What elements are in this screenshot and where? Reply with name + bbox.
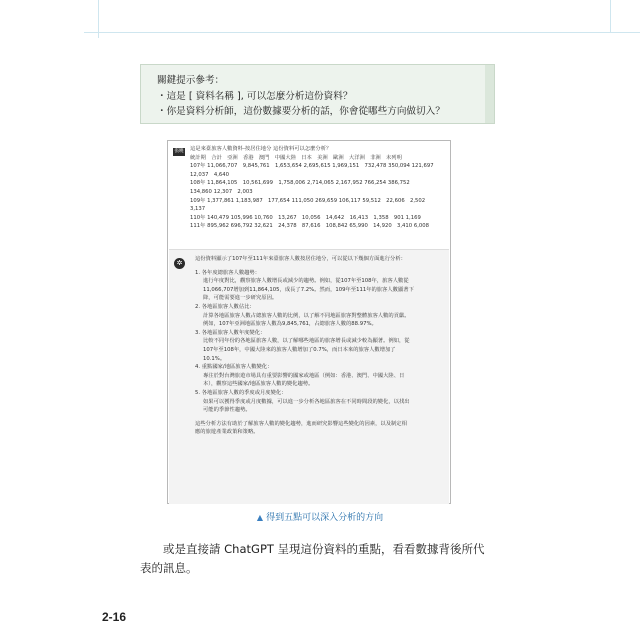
assistant-message-text (195, 255, 445, 437)
user-line: 111年 895,962 696,792 32,621 24,378 87,616 108,842 65,990 14,920 3,410 6,008 (190, 223, 430, 230)
assistant-outro-line: 應的旅遊產業政策和策略。 (195, 429, 259, 436)
assistant-message (169, 249, 449, 504)
user-line: 110年 140,479 105,996 10,760 13,267 10,056 14,642 16,413 1,358 901 1,169 (190, 214, 421, 221)
user-avatar: 張曉 (174, 149, 184, 154)
hint-item: ・你是資料分析師，這份數據要分析的話，你會從哪些方向做切入？ (157, 106, 445, 117)
analysis-point-line: 107年至108年，中國大陸來的旅客人數增加了0.7%，而日本來的旅客人數增加了 (203, 346, 396, 353)
analysis-point-line: 10.1%。 (203, 355, 226, 362)
figure-caption (0, 510, 640, 523)
assistant-intro: 這份資料顯示了107年至111年來臺旅客人數按居住地分，可以從以下幾個方面進行分析： (195, 256, 406, 262)
decorative-left-rule (98, 0, 99, 38)
analysis-point-line: 進行年度對比，觀察旅客人數增長或減少的趨勢。例如，從107年至108年，旅客人數從 (203, 278, 409, 285)
hint-title: 關鍵提示參考： (157, 75, 225, 86)
body-paragraph-text: 或是直接請 ChatGPT 呈現這份資料的重點，看看數據背後所代表的訊息。 (140, 542, 485, 575)
analysis-point-line: 11,066,707增加到11,864,105，成長了7.2%。然而，109年至111年的旅客人數顯著下 (203, 286, 414, 293)
analysis-point-title: 1. 各年度總旅客人數趨勢： (195, 269, 261, 276)
user-line: 134,860 12,307 2,003 (190, 188, 253, 195)
analysis-point-title: 4. 重點國家/地區旅客人數變化： (195, 364, 273, 371)
body-paragraph (140, 540, 490, 578)
analysis-point-title: 3. 各地區旅客人數年度變化： (195, 329, 266, 336)
analysis-point-title: 2. 各地區旅客人數佔比： (195, 303, 255, 310)
analysis-point (195, 363, 445, 389)
hint-box (140, 64, 486, 124)
user-message-text (190, 145, 434, 231)
analysis-point-line: 計算各地區旅客人數占總旅客人數的比例，以了解不同地區旅客對整體旅客人數的貢獻。 (203, 312, 410, 319)
analysis-point-title: 5. 各地區旅客人數的季度或月度變化： (195, 389, 287, 396)
user-line: 統計期 合計 亞洲 香港 澳門 中國大陸 日本 美洲 歐洲 大洋洲 非洲 未列明 (190, 154, 402, 161)
user-line: 107年 11,066,707 9,845,761 1,653,654 2,695,615 1,969,151 732,478 350,094 121,697 (190, 163, 434, 170)
user-line: 109年 1,377,861 1,183,987 177,654 111,050 269,659 106,117 59,512 22,606 2,502 (190, 197, 426, 204)
user-line: 3,137 (190, 206, 206, 213)
analysis-point (195, 269, 445, 303)
user-message (168, 141, 450, 249)
analysis-point-line: 比較不同年份的各地區旅客人數，以了解哪些地區的旅客增長或減少較為顯著。例如，從 (203, 338, 410, 345)
analysis-point (195, 329, 445, 363)
assistant-outro-line: 這些分析方法有助於了解旅客人數的變化趨勢，進而研究影響這些變化的因素，以及制定相 (195, 420, 407, 427)
analysis-point-line: 如果可以獲得季度或月度數據，可以進一步分析各地區旅客在不同時間段的變化，以找出 (203, 398, 410, 405)
chat-screenshot (167, 140, 451, 504)
hint-item: ・這是 [ 資料名稱 ], 可以怎麼分析這份資料？ (157, 90, 353, 102)
decorative-top-rule (84, 32, 640, 33)
analysis-point-line: 可能的季節性趨勢。 (203, 407, 251, 414)
analysis-point-line: 例如，107年亞洲地區旅客人數為9,845,761，占總旅客人數的88.97%。 (203, 321, 377, 328)
user-line: 這是來臺旅客人數資料-按居住地分 這份資料可以怎麼分析？ (190, 146, 332, 152)
decorative-right-rule (610, 0, 611, 33)
triangle-up-icon: ▲ (256, 513, 264, 522)
analysis-point (195, 389, 445, 415)
analysis-point-line: 專注於對台灣旅遊市場具有重要影響的國家或地區（例如：香港、澳門、中國大陸、日 (203, 372, 405, 379)
analysis-point (195, 303, 445, 329)
analysis-point-line: 本），觀察這些國家/地區旅客人數的變化趨勢。 (203, 381, 314, 388)
caption-text: 得到五點可以深入分析的方向 (266, 513, 384, 523)
user-line: 108年 11,864,105 10,561,699 1,758,006 2,714,065 2,167,952 766,254 386,752 (190, 180, 410, 187)
chatgpt-logo-icon: ✲ (174, 258, 185, 269)
analysis-point-line: 降，可能需要進一步研究原因。 (203, 295, 278, 302)
page-number: 2-16 (102, 610, 127, 624)
user-line: 12,037 4,640 (190, 171, 229, 178)
